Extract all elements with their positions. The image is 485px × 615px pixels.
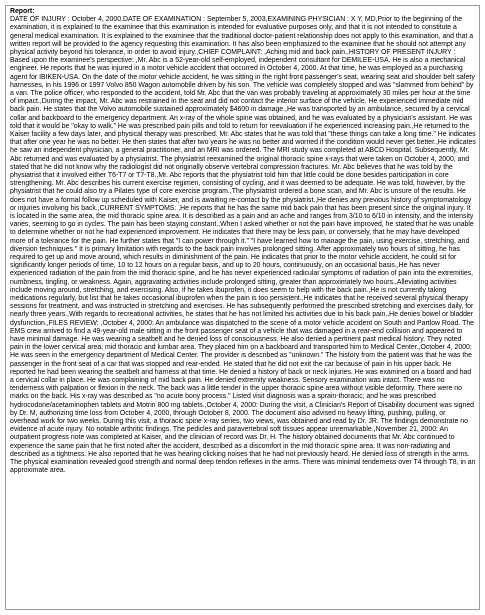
report-heading: Report: bbox=[10, 8, 35, 15]
report-body-text: DATE OF INJURY : October 4, 2000,DATE OF EXAMINATION : September 5, 2003,EXAMINING PHYSICIAN : X Y, MD,Prior to the beginning of the examination, it is explained to the examinee that this examination is intended for evaluative purposes only, and that it is not intended to constitute a general medical examination. It is explained to the examinee that the traditional doctor-patient relationship does not apply to this examination, and that a written report will be provided to the agency requesting this examination. It has also been emphasized to the examinee that he should not attempt any physical activity beyond his tolerance, in order to avoid injury.,CHIEF COMPLAINT: ,Aching mid and back pain.,HISTORY OF PRESENT INJURY : Based upon the examinee's perspective: ,Mr. Abc is a 52-year-old self-employed, independent consultant for DEMILEE-USA. He is also a mechanical engineer. He reports that he was injured in a motor vehicle accident that occurred in October 4, 2000. At that time, he was employed as a purchasing agent for IBIKEN-USA. On the date of the motor vehicle accident, he was sitting in the right front passenger's seat, wearing seat and shoulder belt safety harnesses, in his 1996 or 1997 Volvo 850 Wagon automobile driven by his son. The vehicle was completely stopped and was "slammed from behind" by a van. The police officer, who responded to the accident, told Mr. Abc that the van was probably traveling at approximately 30 miles per hour at the time of impact.,During the impact, Mr. Abc was restrained in the seat and did not contact the interior surface of the vehicle. He experienced immediate mid back pain. He states that the Volvo automobile sustained approximately $4600 in damage.,He was transported by an ambulance, secured by a cervical collar and backboard to the emergency department. An x-ray of the whole spine was obtained, and he was evaluated by a physician's assistant. He was told that it would be "okay to walk." He was prescribed pain pills and told to return for reevaluation if he experienced increasing pain.,He returned to the Kaiser facility a few days later, and physical therapy was prescribed. Mr. Abc states that he was told that "these things can take a long time." He indicates that after one year he was no better. He then states that after two years he was no better and worried if the condition would never get better.,He indicates he saw an independent physician, a general practitioner, and an MRI was ordered. The MRI study was completed at ABCD Hospital. Subsequently, Mr. Abc returned and was evaluated by a physiatrist. The physiatrist reexamined the original thoracic spine x-rays that were taken on October 4, 2000, and stated that he did not know why the radiologist did not originally observe vertebral compression fractures. Mr. Abc believes that he was told by the physiatrist that it involved either T6-T7 or T7-T8.,Mr. Abc reports that the physiatrist told him that little could be done besides participation in core strengthening. Mr. Abc describes his current exercise regimen, consisting of cycling, and it was deemed to be adequate. He was told, however, by the physiatrist that he could also try a Pilates type of core exercise program.,The physiatrist ordered a bone scan, and Mr. Abc is unsure of the results. He does not have a formal follow up scheduled with Kaiser, and is awaiting re-contact by the physiatrist.,He denies any previous history of symptomatology or injuries involving his back.,CURRENT SYMPTOMS: ,He reports that he has the same mid back pain that has been present since the original injury. It is located in the same area, the mid thoracic spine area. It is described as a pain and an ache and ranges from 3/10 to 6/10 in intensity, and the intensity varies, seeming to go in cycles. The pain has been staying constant.,When I asked whether or not the pain have improved, he stated that he was unable to determine whether or not he had experienced improvement. He indicates that there may be less pain, or conversely, that he may have developed more of a tolerance for the pain. He further states that "I can power through it." "I have learned how to manage the pain, using exercise, stretching, and diversion techniques." It is primary limitation with regards to the back pain involves prolonged sitting. After approximately two hours of sitting, he has required to get up and move around, which results in diminishment of the pain. He indicates that prior to the motor vehicle accident, he could sit for significantly longer periods of time, 10 to 12 hours on a regular basis, and up to 20 hours, continuously, on an occasional basis.,He has never experienced radiation of the pain from the mid thoracic spine, and he has never experienced radicular symptoms of radiation of pain into the extremities, numbness, tingling, or weakness. Again, aggravating activities include prolonged sitting, greater than approximately two hours.,Alleviating activities include moving around, stretching, and exercising. Also, if he takes ibuprofen, it does seem to help with the back pain.,He is not currently taking medications regularly, but list that he takes occasional ibuprofen when the pain is too persistent.,He indicates that he received several physical therapy sessions for treatment, and was instructed in stretching and exercises. He has subsequently performed the prescribed stretching and exercises daily, for nearly three years.,With regards to recreational activities, he states that he has not limited his activities due to his back pain.,He denies bowel or bladder dysfunction.,FILES REVIEW: ,October 4, 2000: An ambulance was dispatched to the scene of a motor vehicle accident on South and Partlow Road. The EMS crew arrived to find a 49-year-old male sitting in the front passenger seat of a vehicle that was damaged in a rear-end collision and appeared to have minimal damage. He was wearing a seatbelt and he denied loss of consciousness. He also denied a pertinent past medical history. They noted pain in the lower cervical area, mid thoracic and lumbar area. They placed him on a backboard and transported him to Medical Center.,October 4, 2000: He was seen in the emergency department of Medical Center. The provider is described as "unknown." The history from the patient was that he was the passenger in the front seat of a car that was stopped and rear-ended. He stated that he did not exit the car because of pain in his upper back. He reported he had been wearing the seatbelt and harness at that time. He denied a history of back or neck injuries. He was examined on a board and had a cervical collar in place. He was complaining of mid back pain. He denied extremity weakness. Sensory examination was intact. There was no tenderness with palpation or flexion in the neck. The back was a little tender in the upper thoracic spine area without visible deformity. There were no marks on the back. His x-ray was described as "no acute bony process." Listed visit diagnosis was a sprain-thoracic, and he was prescribed hydrocodone/acetaminophen tablets and Motrin 800 mg tablets.,October 4, 2000: During the visit, a Clinician's Report of Disability document was signed by Dr. M, authorizing time loss from October 4, 2000, through October 8, 2000. The document also advised no heavy lifting, pushing, pulling, or overhead work for two weeks. During this visit, a thoracic spine x-ray series, two views, was obtained and read by Dr. JR. The findings demonstrate no evidence of acute injury. No notable arthritic findings. The pedicles and paravertebral soft tissues appear unremarkable.,November 21, 2000: An outpatient progress note was completed at Kaiser, and the clinician of record was Dr. H. The history obtained documents that Mr. Abc continued to experience the same pain that he first noted after the accident, described as a discomfort in the mid thoracic spine area. It was non-radiating and described as a tightness. He also reported that he was hearing clicking noises that he had not previously heard. He denied loss of strength in the arms. The physical examination revealed good strength and normal deep tendon reflexes in the arms. There was minimal tenderness over T4 through T8, in an approximate area. bbox=[10, 16, 476, 475]
report-page bbox=[5, 5, 480, 610]
